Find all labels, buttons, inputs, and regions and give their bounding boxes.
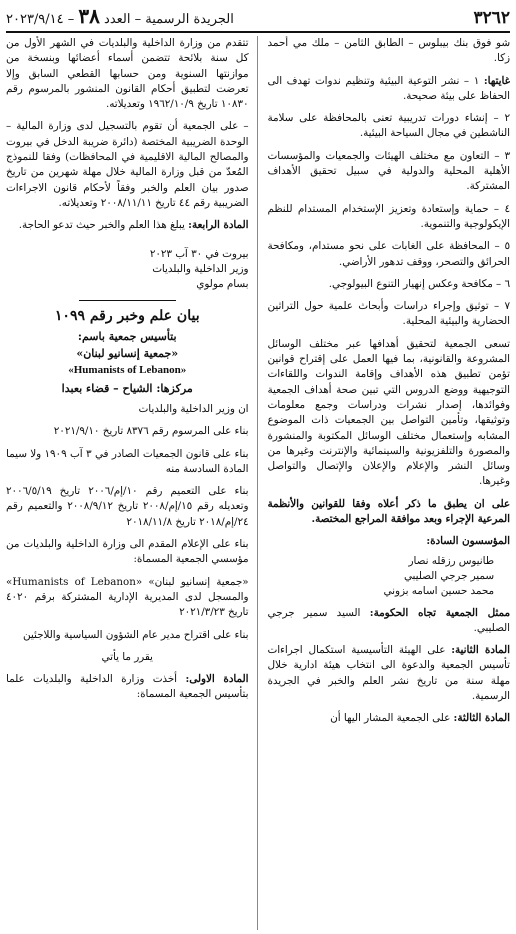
means-paragraph: تسعى الجمعية لتحقيق أهدافها عبر مختلف الوسائل المشروعة والقانونية، بما فيها العمل على إقتراح قوانين تؤمن تطبيق هذه الأهداف وإقامة الندوات واللقاءات التوجيهية ووضع الدروس التي تبين صحة أهداف الجمعية وفوائدها، إصدار نشرات ودراسات وجمع معلومات وتوثيقها، وتأمين التواصل بين الجمعيات ذات الموضوع المشابه وإستعمال مختلف الوسائل المكتوبة والمنشورة والمصورة والتلفزيونية والسينمائية والإنترنت وغيرها من وسائل النشر والإعلام والإعلان والإتصال والتواصل وغيرها. <box>267 337 510 488</box>
notice-subtitle: بتأسيس جمعية باسم: <box>77 329 177 343</box>
right-column <box>268 36 511 930</box>
article-4-label: المادة الرابعة: <box>188 219 249 232</box>
section-divider <box>79 300 176 301</box>
issue-number: ٣٨ <box>78 4 100 28</box>
goal-3: ٣ – التعاون مع مختلف الهيئات والجمعيات والمؤسسات الأهلية المحلية والدولية في سبيل تحقيق الأهداف المشتركة. <box>267 149 510 193</box>
founder-name: سمير جرجي الصليبي <box>403 569 494 582</box>
left-column <box>6 36 258 930</box>
goal-6: ٦ – مكافحة وعكس إنهيار التنوع البيولوجي. <box>328 277 510 290</box>
article-1-text: أخذت وزارة الداخلية والبلديات علما بتأسيس الجمعية المسماة: <box>6 673 249 701</box>
issue-date: – ٢٠٢٣/٩/١٤ <box>6 12 75 27</box>
signature-minister: وزير الداخلية والبلديات <box>152 262 249 275</box>
recital-circulars: بناء على التعميم رقم ١٠/إم/٢٠٠٦ تاريخ ٢٠٠٦/٥/١٩ وتعديله رقم ١٥/إم/٢٠٠٨ تاريخ ٢٠٠٨/٩/١٢ والتعميم رقم ٢٤/إم/٢٠١٨ تاريخ ٢٠١٨/١١/٨ <box>6 485 249 528</box>
goal-5: ٥ – المحافظة على الغابات على نحو مستدام، ومكافحة الحرائق والتصحر، ووقف تدهور الأراضي. <box>267 240 510 268</box>
tax-registration-paragraph: – على الجمعية أن تقوم بالتسجيل لدى وزارة المالية – الوحدة الضريبية المختصة (دائرة ضريبة الدخل في بيروت والمصالح المالية الاقليمية في المحافظات) وفقا للنموذج المُعدّ من قبل وزارة المالية خلال مهلة شهرين من تاريخ صدور بيان العلم والخبر وفقاً لأحكام قانون الاجراءات الضريبية رقم ٤٤ تاريخ ٢٠٠٨/١١/١١ وتعديلاته. <box>6 120 249 209</box>
address-text: شو فوق بنك بيبلوس – الطابق الثامن – ملك مي أحمد زكا. <box>267 37 510 65</box>
recital-decree: بناء على المرسوم رقم ٨٣٧٦ تاريخ ٢٠٢١/٩/١٠ <box>53 425 249 438</box>
article-1 <box>6 672 249 703</box>
founder-name: طانيوس رزقله نصار <box>408 554 494 567</box>
article-2 <box>268 643 511 704</box>
goal-1: ١ – نشر التوعية البيئية وتنظيم ندوات تهدف الى الحفاظ على بيئة صحيحة. <box>267 74 510 102</box>
recital-notification: بناء على الإعلام المقدم الى وزارة الداخلية والبلديات من مؤسسي الجمعية المسماة: <box>6 538 249 566</box>
notice-title: بيان علم وخبر رقم ١٠٩٩ <box>54 308 200 325</box>
columns <box>6 36 510 930</box>
compliance-paragraph: على ان يطبق ما ذكر أعلاه وفقا للقوانين والأنظمة المرعية الإجراء وبعد موافقة المراجع المختصة. <box>267 497 510 526</box>
signature-name: بسام مولوي <box>196 278 249 291</box>
goals-paragraph <box>268 74 511 105</box>
minister-line: ان وزير الداخلية والبلديات <box>138 402 249 415</box>
gazette-name: الجريدة الرسمية – العدد <box>104 12 234 27</box>
article-1-label: المادة الاولى: <box>185 673 249 686</box>
recital-law: بناء على قانون الجمعيات الصادر في ٣ آب ١٩٠٩ ولا سيما المادة السادسة منه <box>6 447 249 475</box>
article-4 <box>6 218 249 233</box>
association-name-ar: «جمعية إنسانيو لبنان» <box>76 347 179 361</box>
goals-label: غايتها: <box>483 74 510 87</box>
signature-date: بيروت في ٣٠ آب ٢٠٢٣ <box>149 247 249 260</box>
recital-proposal: بناء على اقتراح مدير عام الشؤون السياسية واللاجئين <box>23 628 249 641</box>
article-3-text: على الجمعية المشار اليها أن <box>330 712 451 725</box>
page-header <box>6 6 510 33</box>
goal-2: ٢ – إنشاء دورات تدريبية تعنى بالمحافظة على سلامة الناشطين في مجال السياحة البيئية. <box>267 112 510 140</box>
representative-paragraph <box>268 606 511 637</box>
recital-registration: «جمعية إنسانيو لبنان» «Humanists of Lebanon» والمسجل لدى المديرية الإدارية المشتركة برقم ٤٠٢٠ تاريخ ٢٠٢١/٣/٢٣ <box>6 575 249 619</box>
gazette-title <box>6 4 234 28</box>
representative-label: ممثل الجمعية تجاه الحكومة: <box>369 606 510 619</box>
page-number: ٣٢٦٢ <box>473 8 510 28</box>
article-4-text: يبلغ هذا العلم والخبر حيث تدعو الحاجة. <box>18 219 185 232</box>
goal-4: ٤ – حماية وإستعادة وتعزيز الإستخدام المستدام للنظم الإيكولوجية والتنموية. <box>267 202 510 230</box>
founder-name: محمد حسين اسامه بزوني <box>383 585 494 598</box>
article-3 <box>268 711 511 726</box>
article-3-label: المادة الثالثة: <box>453 712 510 725</box>
goal-7: ٧ – توثيق وإجراء دراسات وأبحاث علمية حول التراثين الحضارية والبيئية المحلية. <box>267 300 510 328</box>
decision-heading: يقرر ما يأتي <box>101 650 153 663</box>
founders-label: المؤسسون السادة: <box>426 535 510 548</box>
representative-value: السيد سمير جرجي الصليبي. <box>267 606 510 634</box>
article-2-text: على الهيئة التأسيسية استكمال اجراءات تأسيس الجمعية والدعوة الى انتخاب هيئة ادارية خلال مهلة سنة من تاريخ نشر العلم والخبر في الجريدة الرسمية. <box>267 644 510 702</box>
founders-list <box>268 554 511 600</box>
association-name-en: «Humanists of Lebanon» <box>68 364 187 377</box>
headquarters: مركزها: الشياح – قضاء بعبدا <box>61 381 193 395</box>
continuation-paragraph: تتقدم من وزارة الداخلية والبلديات في الشهر الأول من كل سنة بلائحة تتضمن أسماء أعضائها وبنسخة من موازنتها السنوية ومن حسابها القطعي السابق وإلا تعرضت لتطبيق أحكام القانون المنشور بالمرسوم رقم ١٠٨٣٠ تاريخ ١٩٦٢/١٠/٩ وتعديلاته. <box>6 37 249 111</box>
article-2-label: المادة الثانية: <box>451 644 510 657</box>
